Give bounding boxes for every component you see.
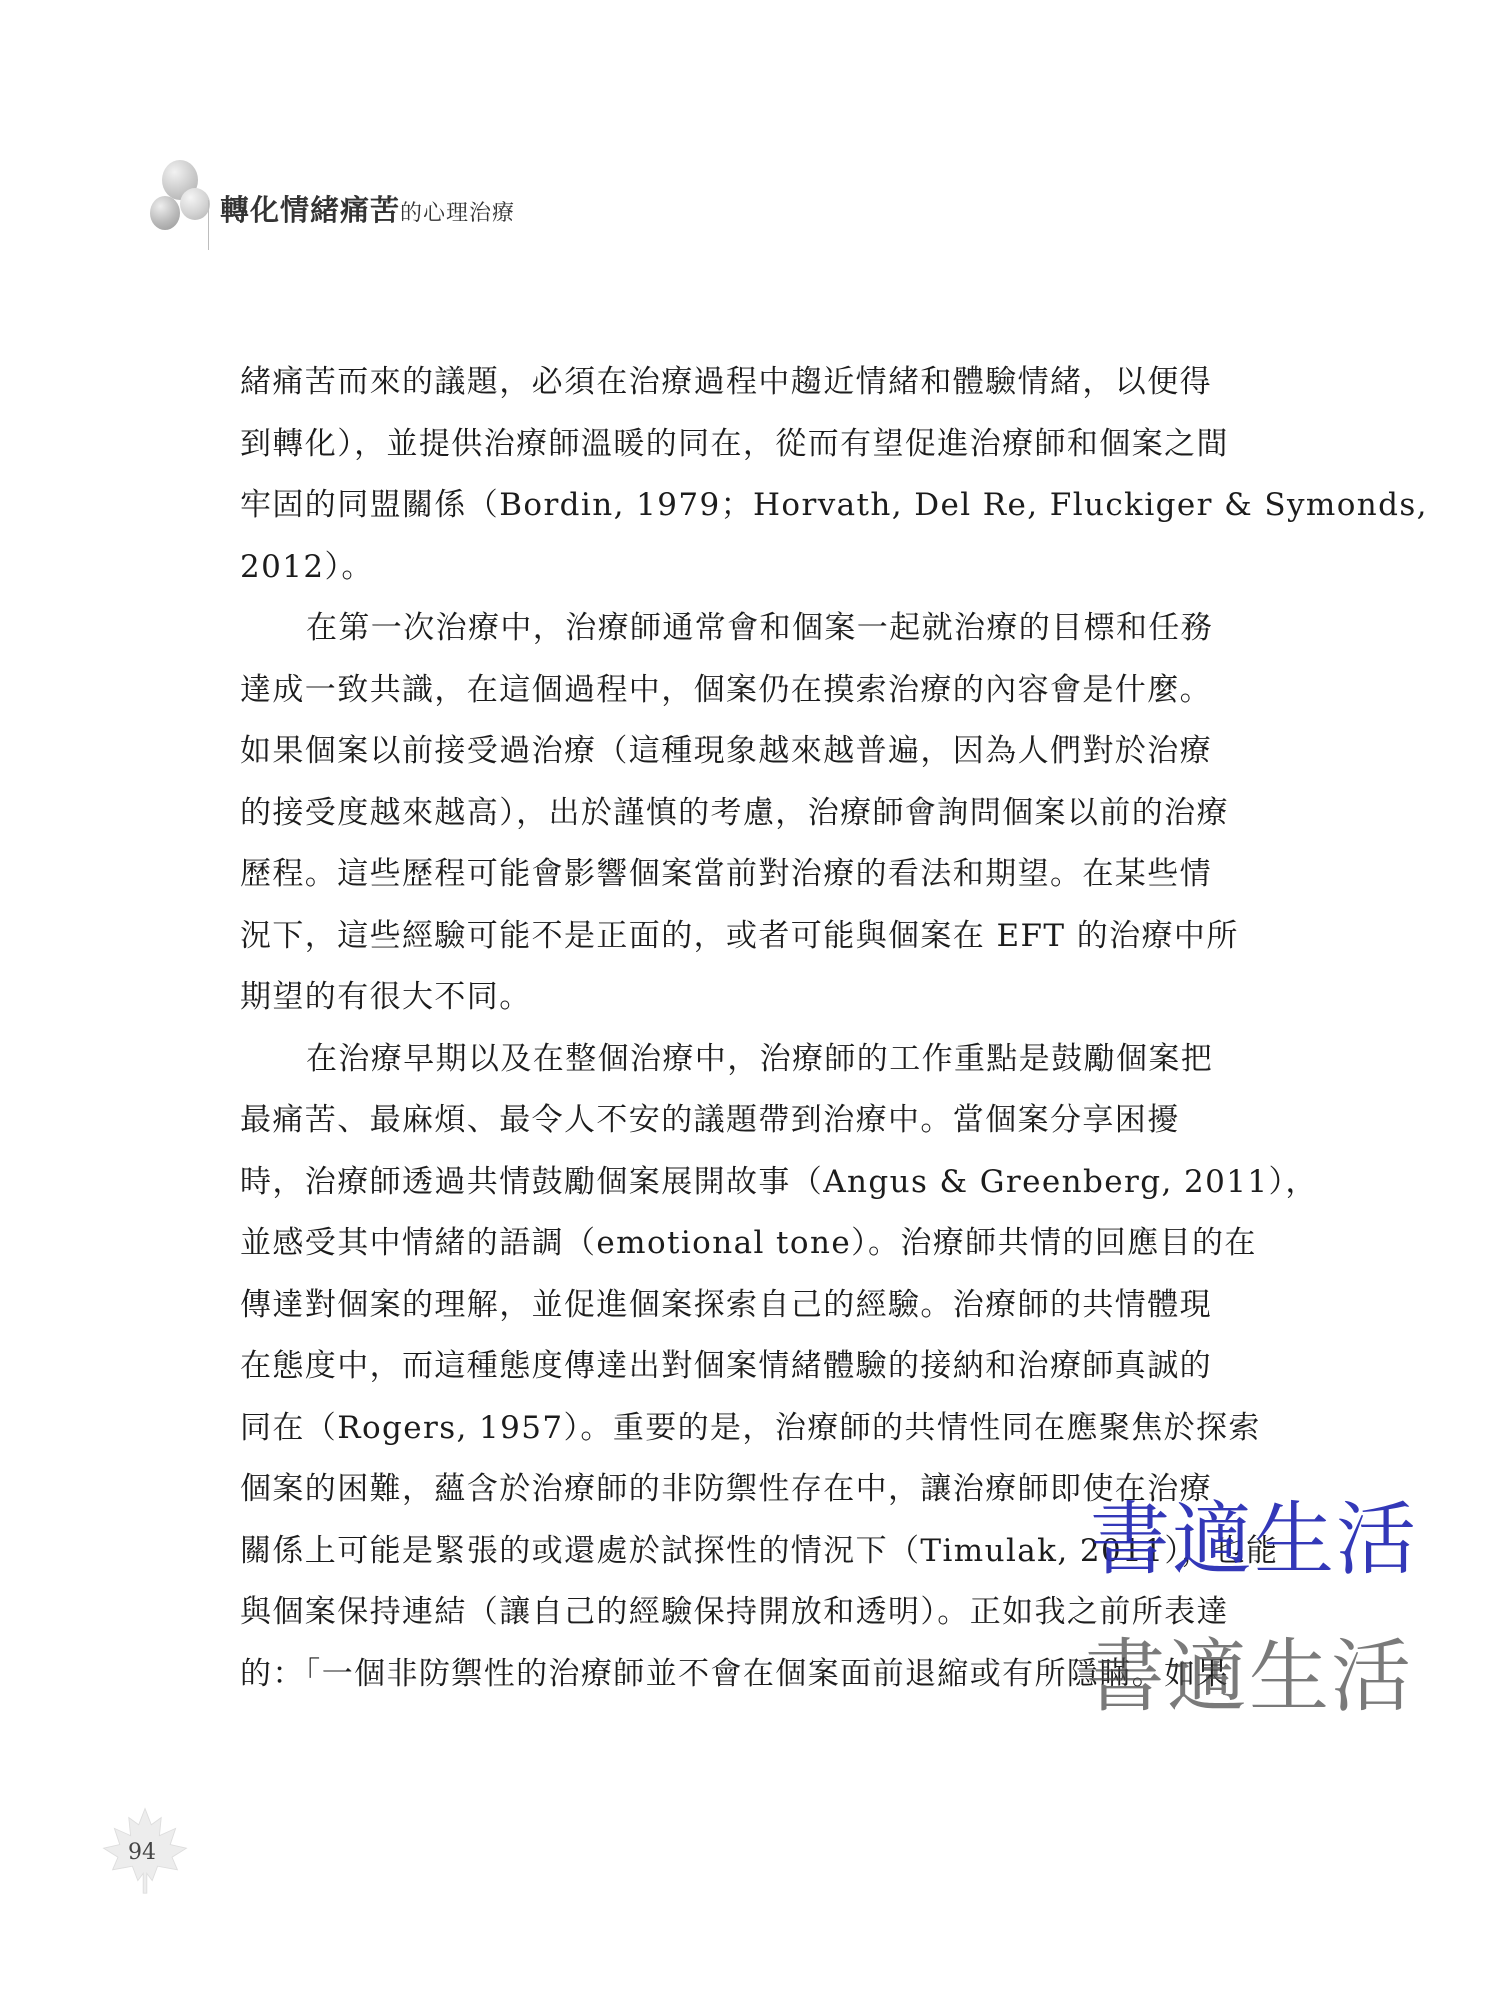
- text-line: 期望的有很大不同。: [240, 979, 532, 1015]
- watermark-blue: 書適生活: [1090, 1493, 1418, 1586]
- text-line: 與個案保持連結（讓自己的經驗保持開放和透明）。正如我之前所表達: [240, 1594, 1229, 1630]
- text-line: 到轉化），並提供治療師溫暖的同在，從而有望促進治療師和個案之間: [240, 425, 1229, 462]
- text-line: 的接受度越來越高），出於謹慎的考慮，治療師會詢問個案以前的治療: [240, 794, 1229, 831]
- text-line: 的：「一個非防禦性的治療師並不會在個案面前退縮或有所隱瞞。如果: [240, 1655, 1229, 1692]
- text-line: 並感受其中情緒的語調（emotional tone）。治療師共情的回應目的在: [240, 1225, 1257, 1261]
- text-line: 時，治療師透過共情鼓勵個案展開故事（Angus & Greenberg, 2011），: [240, 1163, 1318, 1200]
- book-title-main: 轉化情緒痛苦: [220, 193, 401, 227]
- book-title: [220, 188, 515, 229]
- paragraph-start-line: 在第一次治療中，治療師通常會和個案一起就治療的目標和任務: [306, 610, 1214, 646]
- text-line: 達成一致共識，在這個過程中，個案仍在摸索治療的內容會是什麼。: [240, 671, 1212, 708]
- balloon-string: [208, 200, 209, 250]
- text-line: 2012）。: [240, 548, 374, 585]
- text-line: 最痛苦、最麻煩、最令人不安的議題帶到治療中。當個案分享困擾: [240, 1102, 1180, 1138]
- text-line: 歷程。這些歷程可能會影響個案當前對治療的看法和期望。在某些情: [240, 856, 1212, 892]
- page-number: 94: [128, 1840, 156, 1865]
- text-line: 同在（Rogers, 1957）。重要的是，治療師的共情性同在應聚焦於探索: [240, 1409, 1261, 1446]
- text-line: 在態度中，而這種態度傳達出對個案情緒體驗的接納和治療師真誠的: [240, 1348, 1212, 1384]
- text-line: 牢固的同盟關係（Bordin, 1979；Horvath, Del Re, Fluckiger & Symonds,: [240, 487, 1428, 523]
- balloon-shape: [180, 188, 210, 220]
- text-line: 個案的困難，蘊含於治療師的非防禦性存在中，讓治療師即使在治療: [240, 1471, 1212, 1507]
- text-line: 傳達對個案的理解，並促進個案探索自己的經驗。治療師的共情體現: [240, 1286, 1212, 1323]
- watermark-gray: 書適生活: [1085, 1630, 1413, 1723]
- balloons-icon: [130, 160, 230, 250]
- balloon-shape: [150, 196, 180, 230]
- book-title-suffix: 的心理治療: [400, 201, 516, 226]
- text-line: 如果個案以前接受過治療（這種現象越來越普遍，因為人們對於治療: [240, 733, 1212, 769]
- text-line: 緒痛苦而來的議題，必須在治療過程中趨近情緒和體驗情緒，以便得: [240, 364, 1212, 400]
- text-line: 關係上可能是緊張的或還處於試探性的情況下（Timulak, 2011），也能: [240, 1532, 1279, 1569]
- running-header: [130, 160, 830, 250]
- paragraph-start-line: 在治療早期以及在整個治療中，治療師的工作重點是鼓勵個案把: [306, 1040, 1214, 1077]
- text-line: 況下，這些經驗可能不是正面的，或者可能與個案在 EFT 的治療中所: [240, 917, 1239, 954]
